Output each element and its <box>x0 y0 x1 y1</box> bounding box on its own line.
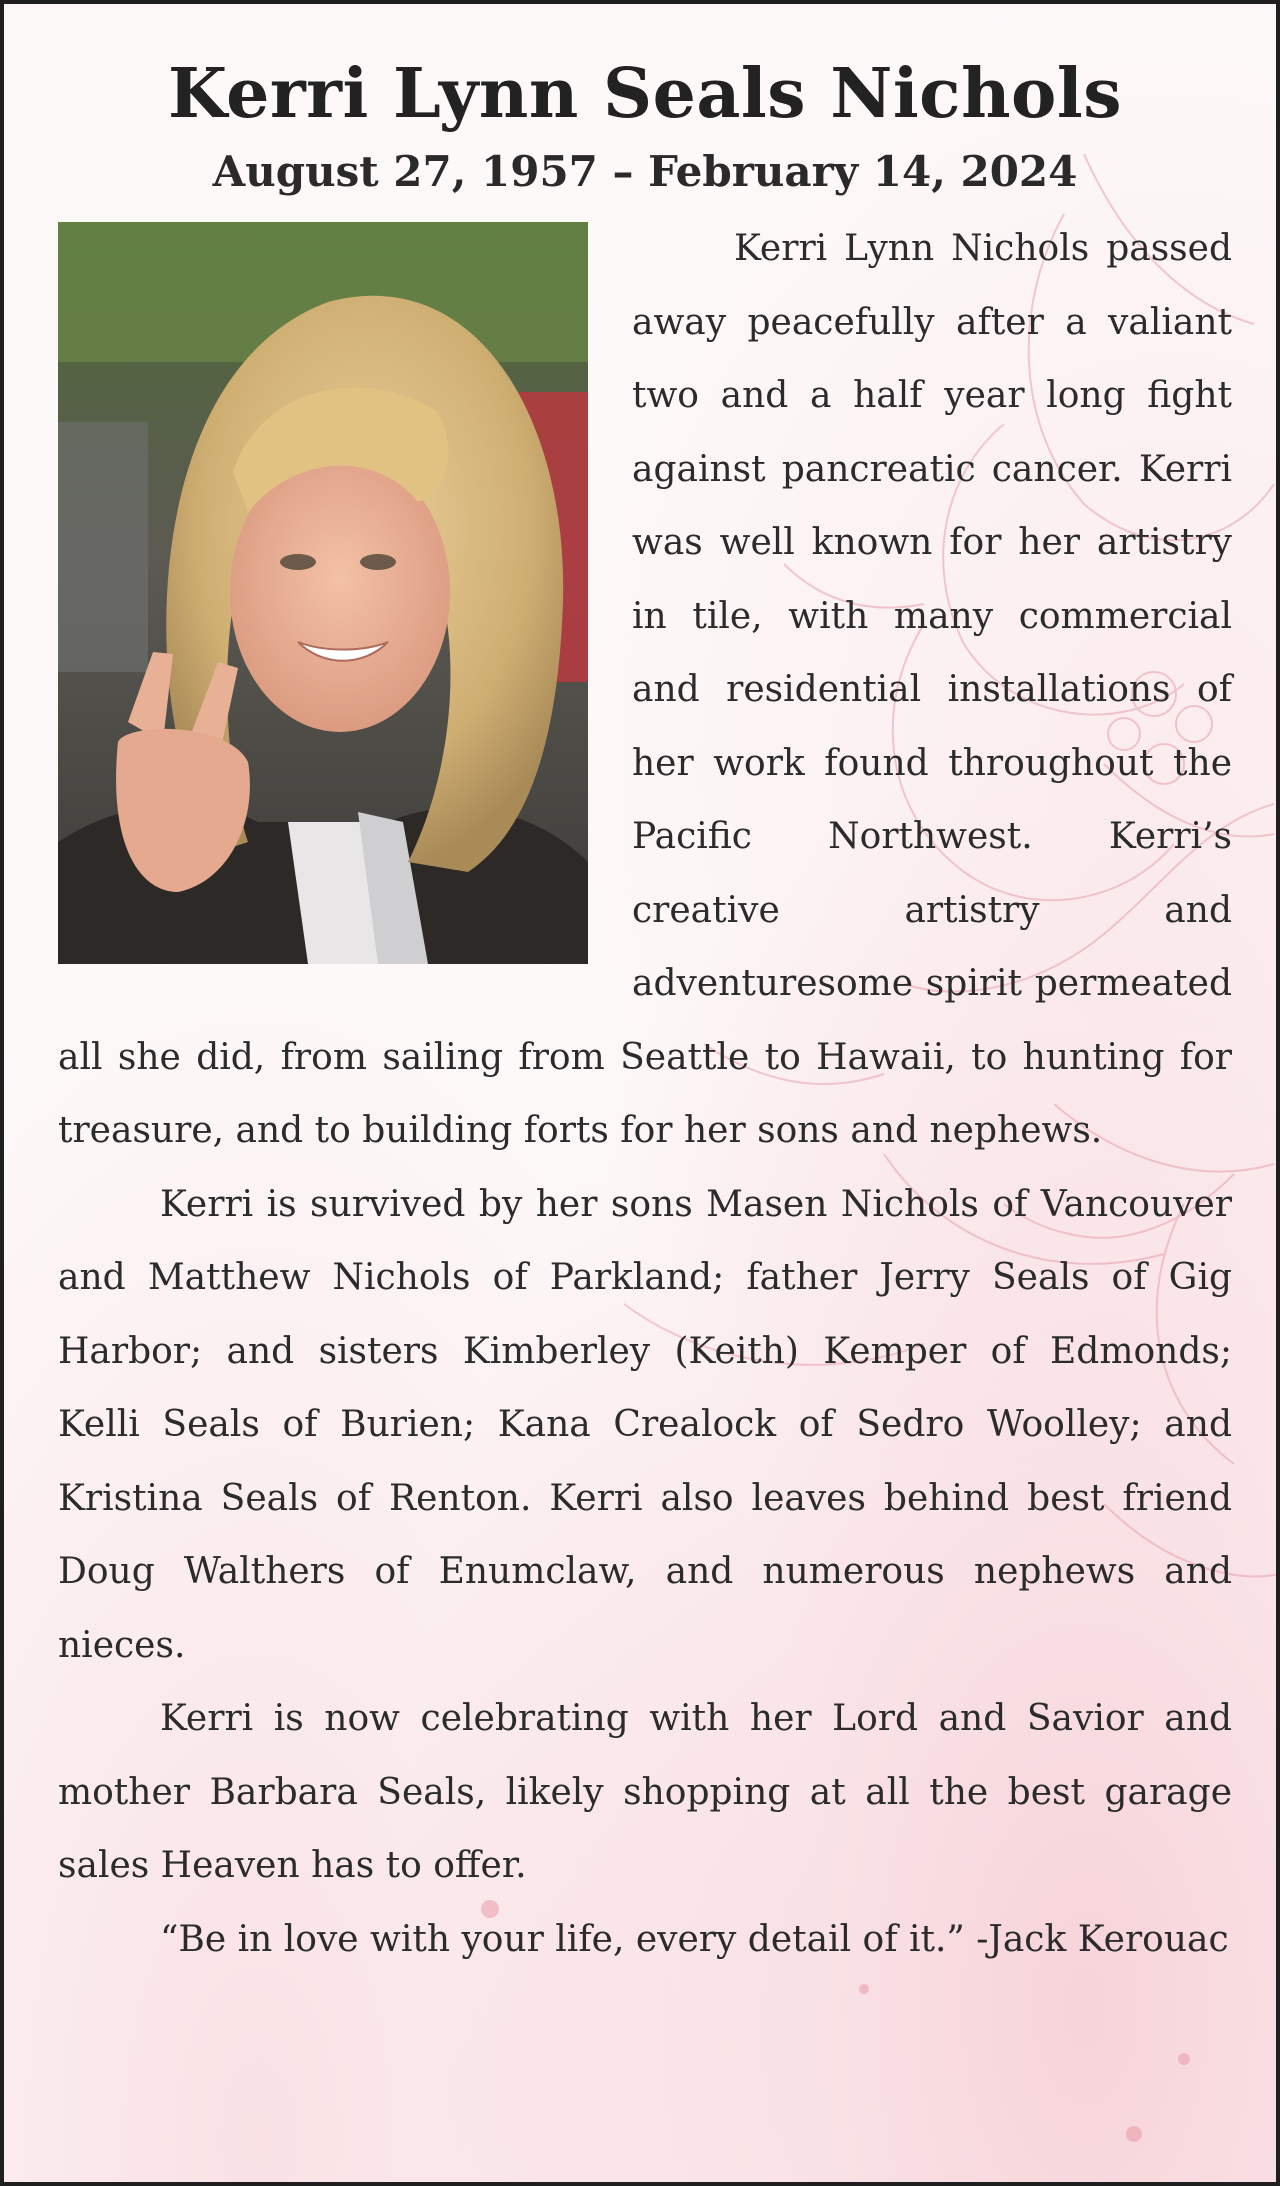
closing-quote: “Be in love with your life, every detail of it.” -Jack Kerouac <box>160 1918 1229 1960</box>
deceased-name-heading: Kerri Lynn Seals Nichols <box>167 54 1122 134</box>
portrait-photo <box>58 222 588 964</box>
obituary-content <box>58 48 1232 1976</box>
portrait-photo-illustration <box>58 222 588 964</box>
obituary-paragraph-3: Kerri is now celebrating with her Lord and Savior and mother Barbara Seals, likely shopping at all the best garage sales Heaven has to offer. <box>58 1698 1232 1886</box>
obituary-paragraph-2: Kerri is survived by her sons Masen Nichols of Vancouver and Matthew Nichols of Parkland; father Jerry Seals of Gig Harbor; and sisters Kimberley (Keith) Kemper of Edmonds; Kelli Seals of Burien; Kana Crealock of Sedro Woolley; and Kristina Seals of Renton. Kerri also leaves behind best friend Doug Walthers of Enumclaw, and numerous nephews and nieces. <box>58 1183 1232 1666</box>
obituary-text <box>58 212 1232 1976</box>
life-dates: August 27, 1957 – February 14, 2024 <box>212 147 1078 196</box>
obituary-paragraph-1: Kerri Lynn Nichols passed away peacefully after a valiant two and a half year long fight against pancreatic cancer. Kerri was well known for her artistry in tile, with many commercial and residential installations of her work found throughout the Pacific Northwest. Kerri’s creative artistry and adventuresome spirit permeated all she did, from sailing from Seattle to Hawaii, to hunting for treasure, and to building forts for her sons and nephews. <box>58 228 1232 1151</box>
